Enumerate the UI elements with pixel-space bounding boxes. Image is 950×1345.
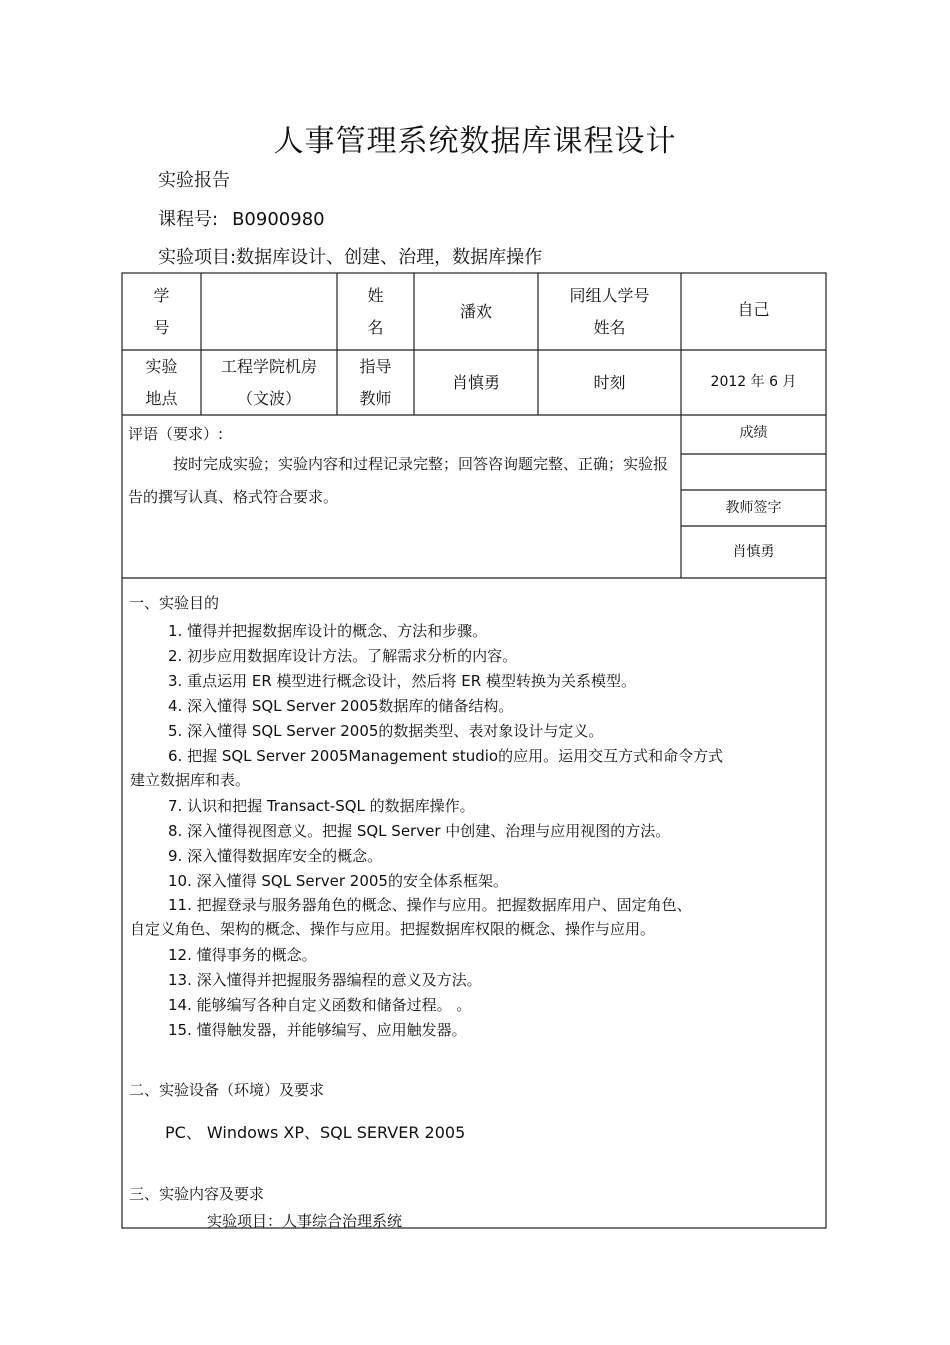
project-label: 实验项目: xyxy=(158,247,237,268)
objective-item: 6. 把握 SQL Server 2005Management studio的应用。运用交互方式和命令方式 xyxy=(168,747,724,765)
report-label: 实验报告 xyxy=(158,170,230,191)
name-value: 潘欢 xyxy=(459,301,492,321)
project-value: 数据库设计、创建、治理，数据库操作 xyxy=(236,247,543,268)
signature-label: 教师签字 xyxy=(725,500,782,516)
objective-item: 9. 深入懂得数据库安全的概念。 xyxy=(168,847,383,865)
objective-item: 14. 能够编写各种自定义函数和储备过程。 。 xyxy=(168,996,472,1014)
objective-item: 4. 深入懂得 SQL Server 2005数据库的储备结构。 xyxy=(168,697,514,715)
document-title: 人事管理系统数据库课程设计 xyxy=(273,124,677,159)
section2-heading: 二、实验设备（环境）及要求 xyxy=(129,1081,325,1099)
course-number xyxy=(158,205,325,231)
section1-heading: 一、实验目的 xyxy=(129,594,220,612)
evaluation-text: 按时完成实验；实验内容和过程记录完整；回答咨询题完整、正确；实验报告的撰写认真、格式符合要求。 xyxy=(128,455,669,506)
objective-item-continuation: 建立数据库和表。 xyxy=(130,771,251,789)
teacher-label: 指导 教师 xyxy=(359,356,392,408)
objective-item: 8. 深入懂得视图意义。把握 SQL Server 中创建、治理与应用视图的方法。 xyxy=(168,822,671,840)
grade-label: 成绩 xyxy=(739,425,768,441)
objective-item: 7. 认识和把握 Transact-SQL 的数据库操作。 xyxy=(168,797,475,815)
project-line xyxy=(158,243,542,269)
evaluation-label: 评语（要求）: xyxy=(128,425,224,443)
course-number-value: B0900980 xyxy=(232,209,325,230)
section3-heading: 三、实验内容及要求 xyxy=(129,1185,265,1203)
objective-item: 11. 把握登录与服务器角色的概念、操作与应用。把握数据库用户、固定角色、 xyxy=(168,896,692,914)
location-label: 实验 地点 xyxy=(145,356,178,408)
objective-item: 15. 懂得触发器，并能够编写、应用触发器。 xyxy=(168,1021,467,1039)
teacher-value: 肖慎勇 xyxy=(451,372,500,392)
signature-value: 肖慎勇 xyxy=(732,544,775,560)
objective-item: 12. 懂得事务的概念。 xyxy=(168,946,317,964)
environment-text: PC、 Windows XP、SQL SERVER 2005 xyxy=(165,1123,466,1142)
student-id-label: 学 号 xyxy=(153,286,170,337)
objective-item: 13. 深入懂得并把握服务器编程的意义及方法。 xyxy=(168,971,482,989)
objective-item: 10. 深入懂得 SQL Server 2005的安全体系框架。 xyxy=(168,872,508,890)
grade-value xyxy=(681,454,826,490)
time-value: 2012 年 6 月 xyxy=(710,373,797,390)
time-label: 时刻 xyxy=(593,372,626,392)
objective-item: 2. 初步应用数据库设计方法。了解需求分析的内容。 xyxy=(168,647,518,665)
name-label: 姓 名 xyxy=(367,286,384,337)
objective-item: 1. 懂得并把握数据库设计的概念、方法和步骤。 xyxy=(168,622,488,640)
objective-item: 5. 深入懂得 SQL Server 2005的数据类型、表对象设计与定义。 xyxy=(168,722,604,740)
objective-item-continuation: 自定义角色、架构的概念、操作与应用。把握数据库权限的概念、操作与应用。 xyxy=(130,920,656,938)
student-id-value xyxy=(201,273,337,350)
location-value: 工程学院机房 （文波） xyxy=(220,356,317,408)
section3-subitem: 实验项目：人事综合治理系统 xyxy=(207,1212,403,1230)
objective-item: 3. 重点运用 ER 模型进行概念设计，然后将 ER 模型转换为关系模型。 xyxy=(168,672,636,690)
group-value: 自己 xyxy=(737,300,770,319)
group-label: 同组人学号 姓名 xyxy=(569,286,650,337)
course-number-label: 课程号: xyxy=(158,209,219,230)
